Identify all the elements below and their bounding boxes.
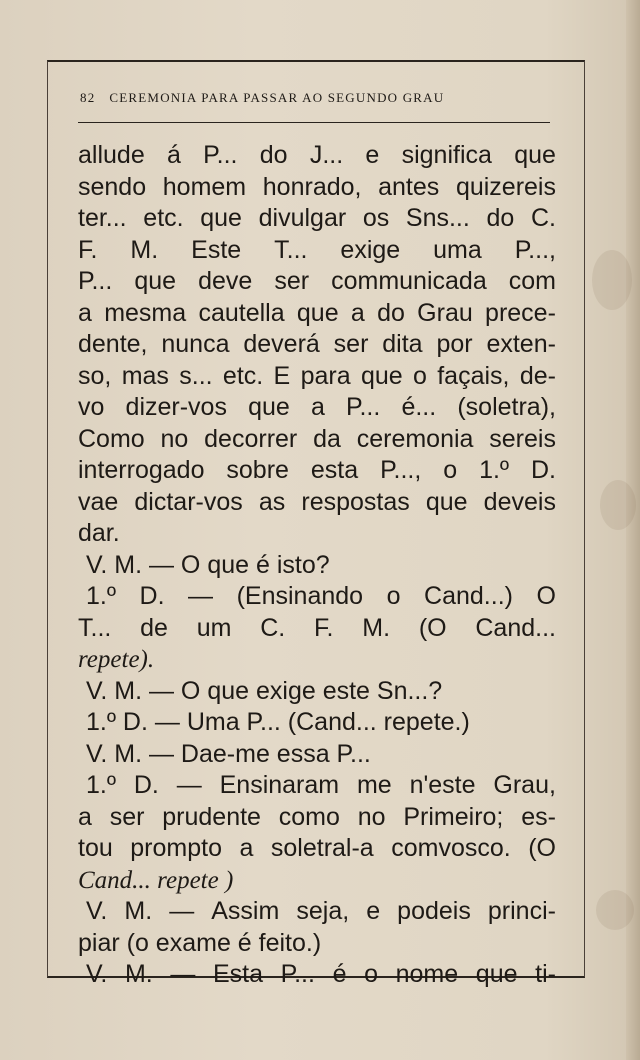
- text-line: sendo homem honrado, antes quizereis: [78, 172, 556, 201]
- text-line: piar (o exame é feito.): [78, 928, 322, 957]
- header-rule: [78, 122, 550, 123]
- dialogue-line: 1.º D. — (Ensinando o Cand...) O: [86, 582, 556, 610]
- dialogue-line: 1.º D. — Uma P... (Cand... repete.): [86, 708, 470, 736]
- text-line: allude á P... do J... e significa que: [78, 141, 556, 169]
- text-line: ter... etc. que divulgar os Sns... do C.: [78, 204, 556, 232]
- text-line: a mesma cautella que a do Grau prece-: [78, 298, 556, 327]
- text-line: Cand... repete ): [78, 866, 234, 894]
- paper-stain: [596, 890, 634, 930]
- text-line: interrogado sobre esta P..., o 1.º D.: [78, 456, 556, 484]
- dialogue-line: 1.º D. — Ensinaram me n'este Grau,: [86, 771, 556, 799]
- paper-stain: [592, 250, 632, 310]
- text-line: a ser prudente como no Primeiro; es-: [78, 802, 556, 831]
- text-line: tou prompto a soletral-a comvosco. (O: [78, 834, 556, 862]
- page-number: 82: [80, 90, 96, 105]
- body-text: [78, 140, 556, 991]
- text-line: Como no decorrer da ceremonia sereis: [78, 424, 556, 453]
- dialogue-line: V. M. — Assim seja, e podeis princi-: [86, 897, 556, 925]
- dialogue-line: V. M. — O que é isto?: [86, 550, 330, 579]
- dialogue-line: V. M. — Esta P... é o nome que ti-: [86, 960, 556, 988]
- text-line: vae dictar-vos as respostas que deveis: [78, 487, 556, 516]
- paper-stain: [600, 480, 636, 530]
- text-line: repete).: [78, 646, 155, 673]
- text-line: P... que deve ser communicada com: [78, 267, 556, 295]
- text-line: F. M. Este T... exige uma P...,: [78, 235, 556, 264]
- running-header: [80, 90, 560, 112]
- text-line: vo dizer-vos que a P... é... (soletra),: [78, 393, 556, 421]
- text-line: T... de um C. F. M. (O Cand...: [78, 613, 556, 642]
- running-title: CEREMONIA PARA PASSAR AO SEGUNDO GRAU: [109, 90, 445, 105]
- text-line: so, mas s... etc. E para que o façais, de-: [78, 361, 556, 390]
- text-line: dar.: [78, 519, 120, 547]
- dialogue-line: V. M. — Dae-me essa P...: [86, 739, 371, 768]
- text-line: dente, nunca deverá ser dita por exten-: [78, 330, 556, 358]
- dialogue-line: V. M. — O que exige este Sn...?: [86, 676, 443, 705]
